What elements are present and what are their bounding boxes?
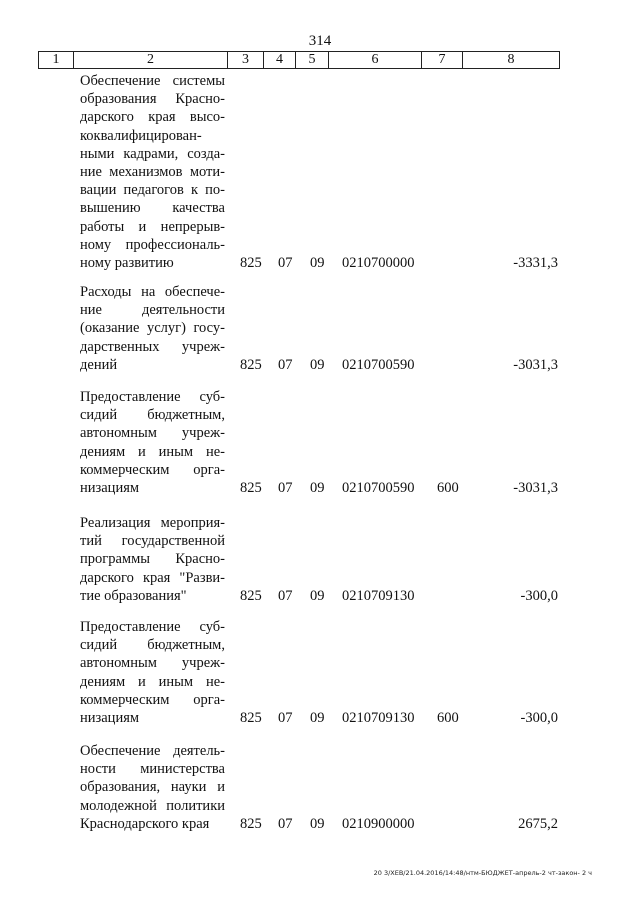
description-line: автономным учреж-: [80, 655, 225, 672]
subsection-code: 09: [310, 255, 325, 271]
subsection-code: 09: [310, 356, 325, 373]
amount: -300,0: [520, 587, 558, 604]
section-code: 07: [278, 815, 293, 832]
row-description: [80, 514, 225, 605]
amount: -3031,3: [513, 480, 558, 496]
target-article-code: 0210900000: [342, 815, 415, 832]
description-line: (оказание услуг) госу-: [80, 320, 225, 337]
description-line: ному развитию: [80, 255, 174, 272]
target-article-code: 0210700590: [342, 356, 415, 373]
description-line: сидий бюджетным,: [80, 637, 225, 654]
description-line: тий государственной: [80, 533, 225, 550]
ministry-code: 825: [240, 356, 262, 373]
ministry-code: 825: [240, 255, 262, 271]
header-col-2: 2: [74, 52, 228, 69]
section-code: 07: [278, 356, 293, 373]
description-line: дений: [80, 356, 118, 373]
footer-stamp: 20 3/ХЕВ/21.04.2016/14:48/нтм-БЮДЖЕТ-апрель-2 чт-закон- 2 ч: [373, 869, 592, 877]
row-description: [80, 283, 225, 374]
description-line: Предоставление суб-: [80, 619, 225, 635]
header-col-4: 4: [264, 52, 296, 69]
description-line: ние деятельности: [80, 302, 225, 319]
amount: 2675,2: [518, 815, 558, 832]
description-line: коммерческим орга-: [80, 461, 225, 478]
description-line: дарского края высо-: [80, 109, 225, 126]
target-article-code: 0210709130: [342, 710, 415, 726]
section-code: 07: [278, 587, 293, 604]
description-line: дениям и иным не-: [80, 443, 225, 460]
description-line: Предоставление суб-: [80, 389, 225, 405]
description-line: Обеспечение деятель-: [80, 743, 225, 759]
description-line: тие образования": [80, 587, 187, 604]
ministry-code: 825: [240, 710, 262, 726]
description-line: автономным учреж-: [80, 425, 225, 442]
amount: -3331,3: [513, 255, 558, 271]
ministry-code: 825: [240, 480, 262, 496]
description-line: работы и непрерыв-: [80, 218, 225, 235]
description-line: образования, науки и: [80, 779, 225, 796]
target-article-code: 0210709130: [342, 587, 415, 604]
row-description: [80, 388, 225, 497]
description-line: сидий бюджетным,: [80, 407, 225, 424]
section-code: 07: [278, 255, 293, 271]
header-col-5: 5: [296, 52, 329, 69]
expense-type-code: 600: [437, 480, 459, 496]
subsection-code: 09: [310, 710, 325, 726]
row-description: [80, 618, 225, 727]
row-description: [80, 742, 225, 833]
target-article-code: 0210700000: [342, 255, 415, 271]
description-line: Обеспечение системы: [80, 73, 225, 89]
description-line: ными кадрами, созда-: [80, 145, 225, 162]
description-line: программы Красно-: [80, 551, 225, 568]
ministry-code: 825: [240, 587, 262, 604]
header-col-6: 6: [329, 52, 422, 69]
description-line: молодежной политики: [80, 797, 225, 814]
target-article-code: 0210700590: [342, 480, 415, 496]
description-line: коквалифицирован-: [80, 127, 202, 144]
description-line: ние механизмов моти-: [80, 164, 225, 181]
header-row: [39, 52, 560, 69]
header-col-3: 3: [228, 52, 264, 69]
row-description: [80, 72, 225, 272]
description-line: образования Красно-: [80, 91, 225, 108]
page-number: 314: [308, 33, 332, 49]
amount: -300,0: [520, 710, 558, 726]
description-line: коммерческим орга-: [80, 691, 225, 708]
amount: -3031,3: [513, 356, 558, 373]
description-line: дарского края "Разви-: [80, 569, 225, 586]
description-line: вышению качества: [80, 200, 225, 217]
section-code: 07: [278, 710, 293, 726]
header-col-8: 8: [463, 52, 560, 69]
expense-type-code: 600: [437, 710, 459, 726]
column-header-table: [38, 51, 560, 69]
subsection-code: 09: [310, 587, 325, 604]
subsection-code: 09: [310, 480, 325, 496]
section-code: 07: [278, 480, 293, 496]
ministry-code: 825: [240, 815, 262, 832]
description-line: низациям: [80, 710, 140, 727]
description-line: низациям: [80, 480, 140, 497]
description-line: Реализация мероприя-: [80, 515, 225, 531]
description-line: Краснодарского края: [80, 815, 210, 832]
description-line: Расходы на обеспече-: [80, 284, 225, 300]
header-col-1: 1: [39, 52, 74, 69]
description-line: дениям и иным не-: [80, 673, 225, 690]
description-line: вации педагогов к по-: [80, 182, 225, 199]
header-col-7: 7: [422, 52, 463, 69]
description-line: ности министерства: [80, 761, 225, 778]
subsection-code: 09: [310, 815, 325, 832]
description-line: дарственных учреж-: [80, 338, 225, 355]
description-line: ному профессиональ-: [80, 236, 225, 253]
